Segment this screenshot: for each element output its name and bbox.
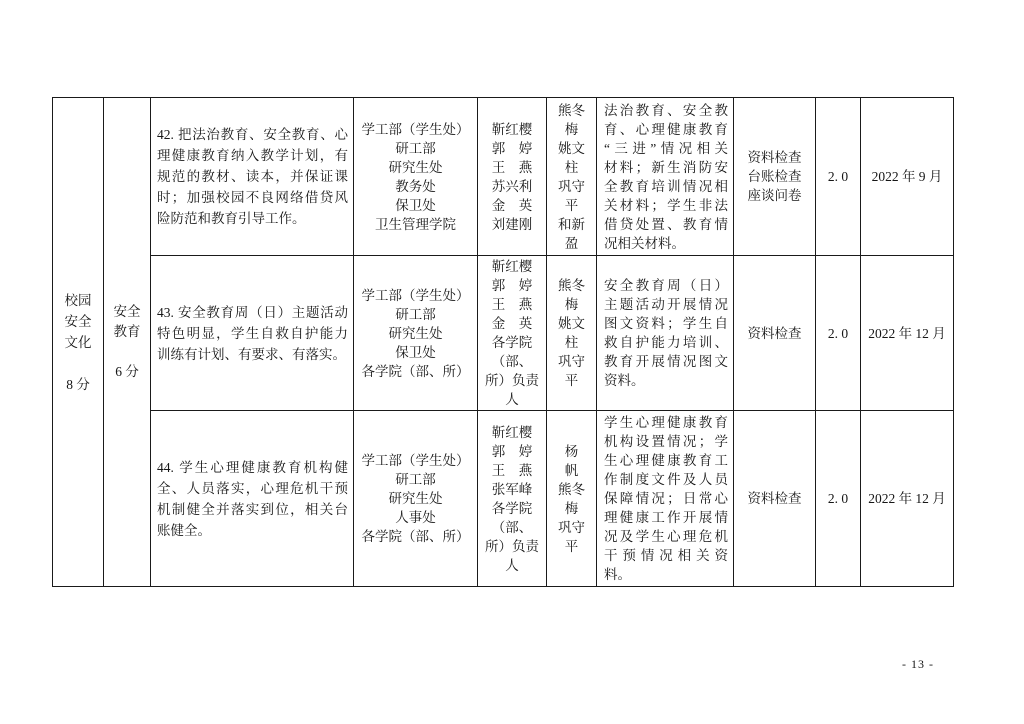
score-value: 2. 0 — [827, 491, 849, 506]
leader-line: 郭 婷 — [491, 278, 533, 293]
material-line: 关材料；学生非法 — [604, 197, 728, 213]
material-line: 教育开展情况图文 — [604, 354, 728, 369]
owner-line: 熊冬 — [558, 278, 585, 293]
material-line: 图文资料；学生自 — [604, 316, 728, 331]
material-line: 理健康工作开展情 — [604, 510, 728, 525]
method-list — [736, 324, 813, 343]
owner-line: 平 — [564, 373, 579, 388]
department-line: 各学院（部、所） — [361, 529, 470, 544]
material-line: “三进”情况相关 — [604, 140, 728, 156]
leader-line: 张军峰 — [491, 481, 533, 497]
material-line: 生心理健康教育工 — [604, 453, 728, 468]
table-row — [53, 98, 954, 256]
department-line: 卫生管理学院 — [375, 216, 456, 232]
leader-line: 郭 婷 — [491, 443, 533, 459]
item-cell — [151, 98, 354, 256]
material-line: 安全教育周（日） — [604, 278, 728, 293]
department-line: 保卫处 — [395, 197, 436, 213]
score-cell — [816, 256, 861, 411]
leader-line: 所）负责 — [485, 538, 539, 554]
owner-list — [549, 442, 594, 556]
leader-line: （部、 — [491, 519, 533, 535]
method-cell — [734, 256, 816, 411]
method-list — [736, 489, 813, 508]
leader-line: 靳红樱 — [491, 259, 533, 274]
department-line: 保卫处 — [395, 344, 436, 360]
department-list — [356, 120, 475, 234]
owner-line: 杨 — [564, 443, 579, 459]
department-list — [356, 451, 475, 546]
department-line: 教务处 — [395, 178, 436, 194]
material-line: 干预情况相关资 — [604, 548, 728, 563]
material-text — [604, 276, 728, 390]
item-line: 规范的教材、读本，并保证课 — [157, 169, 348, 184]
deadline-cell — [861, 256, 954, 411]
item-line: 时；加强校园不良网络借贷风 — [157, 190, 348, 205]
department-line: 研工部 — [395, 140, 436, 156]
page-number: - 13 - — [902, 657, 934, 671]
material-line: 资料。 — [604, 373, 645, 388]
leader-line: 各学院 — [491, 335, 533, 350]
department-line: 研究生处 — [388, 491, 443, 506]
material-line: 借贷处置、教育情 — [604, 216, 728, 232]
item-line: 特色明显，学生自救自护能力 — [157, 325, 348, 341]
score-value: 2. 0 — [827, 169, 849, 184]
material-line: 学生心理健康教育 — [604, 415, 728, 430]
subcategory-line: 安全 — [113, 304, 141, 319]
owner-line: 姚文 — [558, 316, 585, 331]
leader-list — [480, 257, 544, 409]
department-cell — [354, 98, 478, 256]
item-cell — [151, 256, 354, 411]
item-line: 理健康教育纳入教学计划，有 — [157, 148, 348, 163]
leader-line: 靳红樱 — [491, 121, 533, 137]
owner-cell — [547, 256, 597, 411]
material-line: 主题活动开展情况 — [604, 297, 728, 312]
owner-line: 巩守 — [558, 519, 585, 535]
item-line: 险防范和教育引导工作。 — [157, 211, 306, 226]
score-value: 2. 0 — [827, 325, 849, 341]
item-text — [157, 457, 348, 541]
owner-cell — [547, 411, 597, 587]
department-line: 各学院（部、所） — [361, 363, 470, 379]
deadline-value: 2022 年 12 月 — [868, 491, 946, 506]
material-line: 法治教育、安全教 — [604, 102, 728, 118]
item-text — [157, 124, 348, 229]
owner-line: 梅 — [564, 500, 579, 516]
leader-line: 苏兴利 — [491, 178, 533, 194]
method-cell — [734, 98, 816, 256]
material-line: 作制度文件及人员 — [604, 472, 728, 487]
department-line: 研工部 — [395, 472, 436, 487]
method-line: 台账检查 — [747, 169, 802, 184]
leader-line: 金 英 — [491, 197, 533, 213]
material-line: 全教育培训情况相 — [604, 178, 728, 194]
owner-line: 柱 — [564, 335, 579, 350]
table-row — [53, 256, 954, 411]
owner-list — [549, 101, 594, 253]
material-line: 机构设置情况；学 — [604, 434, 728, 449]
category-label — [55, 290, 101, 353]
department-line: 研究生处 — [388, 159, 443, 175]
material-line: 况及学生心理危机 — [604, 529, 728, 544]
leader-line: 各学院 — [491, 500, 533, 516]
department-line: 学工部（学生处） — [361, 287, 470, 303]
category-cell — [53, 98, 104, 587]
category-line: 文化 — [64, 334, 92, 350]
material-line: 救自护能力培训、 — [604, 335, 728, 350]
method-line: 座谈问卷 — [747, 188, 802, 203]
item-line: 账健全。 — [157, 522, 211, 538]
owner-line: 巩守 — [558, 354, 585, 369]
item-line: 44. 学生心理健康教育机构健 — [157, 459, 348, 475]
leader-line: 人 — [505, 557, 519, 573]
owner-line: 姚文 — [558, 140, 585, 156]
method-cell — [734, 411, 816, 587]
owner-line: 熊冬 — [558, 102, 585, 118]
method-line: 资料检查 — [747, 325, 802, 341]
material-text — [604, 413, 728, 584]
item-line: 42. 把法治教育、安全教育、心 — [157, 127, 348, 142]
owner-line: 平 — [564, 197, 579, 213]
item-line: 训练有计划、有要求、有落实。 — [157, 346, 346, 362]
leader-cell — [478, 256, 547, 411]
leader-cell — [478, 98, 547, 256]
owner-line: 平 — [564, 538, 579, 554]
category-line: 校园 — [64, 292, 92, 308]
leader-line: 刘建刚 — [491, 216, 533, 232]
category-line: 安全 — [64, 313, 92, 329]
department-line: 学工部（学生处） — [361, 121, 470, 137]
leader-line: 所）负责 — [485, 373, 539, 388]
method-line: 资料检查 — [747, 491, 802, 506]
owner-cell — [547, 98, 597, 256]
item-line: 43. 安全教育周（日）主题活动 — [157, 304, 348, 320]
leader-line: 靳红樱 — [491, 424, 533, 440]
owner-line: 熊冬 — [558, 481, 585, 497]
leader-line: 王 燕 — [491, 462, 533, 478]
deadline-value: 2022 年 12 月 — [868, 325, 946, 341]
leader-list — [480, 423, 544, 575]
owner-line: 和新 — [558, 216, 585, 232]
leader-line: 金 英 — [491, 316, 533, 331]
leader-line: 郭 婷 — [491, 140, 533, 156]
table-body — [53, 98, 954, 587]
owner-line: 盈 — [564, 235, 579, 251]
leader-line: （部、 — [491, 354, 533, 369]
category-score: 8 分 — [66, 376, 90, 392]
department-cell — [354, 411, 478, 587]
owner-list — [549, 276, 594, 390]
department-line: 人事处 — [395, 510, 436, 525]
table-row — [53, 411, 954, 587]
material-cell — [597, 98, 734, 256]
deadline-value: 2022 年 9 月 — [871, 169, 943, 184]
owner-line: 巩守 — [558, 178, 585, 194]
item-line: 机制健全并落实到位，相关台 — [157, 501, 348, 517]
leader-line: 人 — [505, 392, 519, 407]
department-line: 研究生处 — [388, 325, 443, 341]
material-cell — [597, 256, 734, 411]
deadline-cell — [861, 98, 954, 256]
leader-line: 王 燕 — [491, 159, 533, 175]
department-cell — [354, 256, 478, 411]
subcategory-line: 教育 — [113, 324, 141, 339]
leader-line: 王 燕 — [491, 297, 533, 312]
assessment-table — [52, 97, 954, 587]
subcategory-score: 6 分 — [115, 364, 139, 379]
leader-list — [480, 120, 544, 234]
owner-line: 帆 — [564, 462, 579, 478]
owner-line: 梅 — [564, 297, 579, 312]
department-line: 研工部 — [395, 306, 436, 322]
material-line: 料。 — [604, 567, 631, 582]
owner-line: 柱 — [564, 159, 579, 175]
material-text — [604, 101, 728, 253]
owner-line: 梅 — [564, 121, 579, 137]
material-line: 材料；新生消防安 — [604, 159, 728, 175]
material-cell — [597, 411, 734, 587]
score-cell — [816, 98, 861, 256]
deadline-cell — [861, 411, 954, 587]
subcategory-label — [106, 302, 148, 342]
material-line: 育、心理健康教育 — [604, 121, 728, 137]
item-text — [157, 302, 348, 365]
leader-cell — [478, 411, 547, 587]
subcategory-cell — [104, 98, 151, 587]
material-line: 保障情况；日常心 — [604, 491, 728, 506]
item-line: 全、人员落实，心理危机干预 — [157, 480, 348, 496]
score-cell — [816, 411, 861, 587]
department-line: 学工部（学生处） — [361, 453, 470, 468]
material-line: 况相关材料。 — [604, 235, 685, 251]
method-line: 资料检查 — [747, 150, 802, 165]
method-list — [736, 148, 813, 205]
item-cell — [151, 411, 354, 587]
department-list — [356, 286, 475, 381]
